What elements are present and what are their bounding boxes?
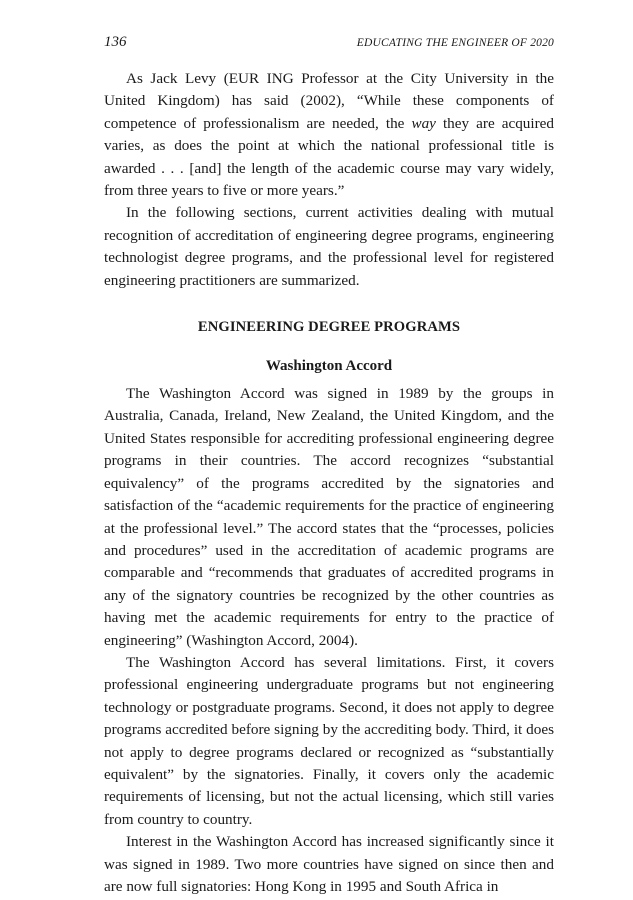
subsection-heading: Washington Accord [265,358,393,375]
intro-paragraph-2: In the following sections, current activities dealing with mutual recognition of accreditation of engineering degree programs, engineering technologist degree programs, and the professional level for registered engineering practitioners are summarized. [104,204,554,289]
running-title: EDUCATING THE ENGINEER OF 2020 [356,37,554,49]
emphasized-word: way [411,114,436,132]
page-number: 136 [104,34,127,50]
intro-paragraph-1 [104,68,554,202]
intro-p1-end: they are acquired varies, as does the point at which the national professional title is awarded . . . [and] the length of the academic course may vary widely, from three years to five or more years.” [104,114,554,200]
running-header [104,34,554,56]
section-paragraph-3: Interest in the Washington Accord has increased significantly since it was signed in 1989. Two more countries have signed on since then and are now full signatories: Hong Kong in 1995 and South Africa in [104,833,554,895]
intro-text [104,68,554,292]
book-page [104,34,554,898]
intro-p1-start: As Jack Levy (EUR ING Professor at the City University in the United Kingdom) has said (2002), “While these components of competence of professionalism are needed, the [104,70,554,132]
section-paragraph-2: The Washington Accord has several limitations. First, it covers professional engineering undergraduate programs but not engineering technology or postgraduate programs. Second, it does not apply to degree programs accredited before signing by the accrediting body. Third, it does not apply to degree programs declared or recognized as “substantially equivalent” by the signatories. Finally, it covers only the academic requirements of licensing, but not the actual licensing, which still varies from country to country. [104,653,554,828]
section-heading: ENGINEERING DEGREE PROGRAMS [197,319,461,336]
section-paragraph-1: The Washington Accord was signed in 1989 by the groups in Australia, Canada, Ireland, New Zealand, the United Kingdom, and the United States responsible for accrediting professional engineering degree programs in their countries. The accord recognizes “substantial equivalency” of the programs accredited by the signatories and satisfaction of the “academic requirements for the practice of engineering at the professional level.” The accord states that the “processes, policies and procedures” used in the accreditation of academic programs are comparable and “recommends that graduates of accredited programs in any of the signatory countries be recognized by the other countries as having met the academic requirements for entry to the practice of engineering” (Washington Accord, 2004). [104,385,554,649]
section-text [104,383,554,898]
